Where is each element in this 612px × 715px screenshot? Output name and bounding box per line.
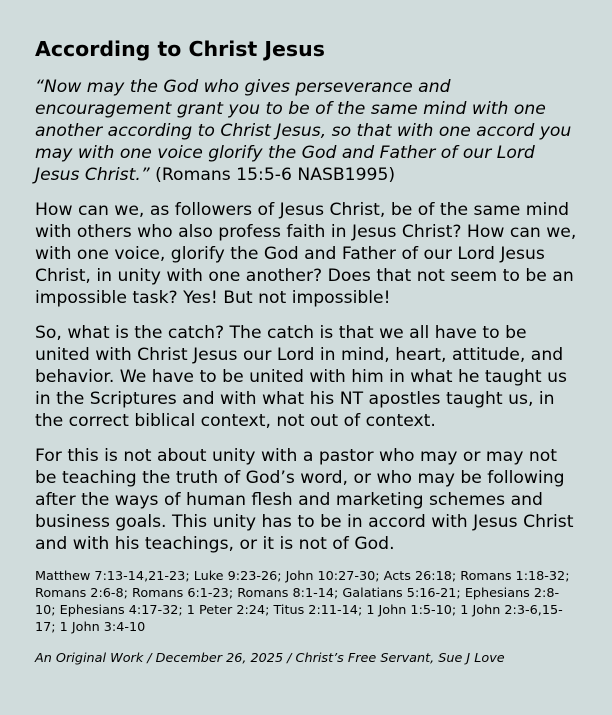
author-signature: An Original Work / December 26, 2025 / Christ’s Free Servant, Sue J Love bbox=[35, 651, 505, 666]
paragraph-1: How can we, as followers of Jesus Christ, be of the same mind with others who also profess faith in Jesus Christ? How can we, with one voice, glorify the God and Father of our Lord Jesus Christ, in unity with one another? Does that not seem to be an impossible task? Yes! But not impossible! bbox=[35, 200, 577, 308]
scripture-quote-text: “Now may the God who gives perseverance and encouragement grant you to be of the same mind with one another according to Christ Jesus, so that with one accord you may with one voice glorify the God and Father of our Lord Jesus Christ.” bbox=[35, 77, 572, 185]
paragraph-2: So, what is the catch? The catch is that we all have to be united with Christ Jesus our Lord in mind, heart, attitude, and behavior. We have to be united with him in what he taught us in the Scriptures and with what his NT apostles taught us, in the correct biblical context, not out of context. bbox=[35, 323, 567, 431]
paragraph-3: For this is not about unity with a pastor who may or may not be teaching the truth of God’s word, or who may be following after the ways of human flesh and marketing schemes and business goals. This unity has to be in accord with Jesus Christ and with his teachings, or it is not of God. bbox=[35, 446, 574, 554]
scripture-references: Matthew 7:13-14,21-23; Luke 9:23-26; John 10:27-30; Acts 26:18; Romans 1:18-32; Romans 2:6-8; Romans 6:1-23; Romans 8:1-14; Galatians 5:16-21; Ephesians 2:8-10; Ephesians 4:17-32; 1 Peter 2:24; Titus 2:11-14; 1 John 1:5-10; 1 John 2:3-6,15-17; 1 John 3:4-10 bbox=[35, 569, 570, 635]
scripture-quote bbox=[35, 76, 578, 186]
scripture-citation: (Romans 15:5-6 NASB1995) bbox=[149, 165, 396, 185]
article-title: According to Christ Jesus bbox=[35, 37, 325, 61]
